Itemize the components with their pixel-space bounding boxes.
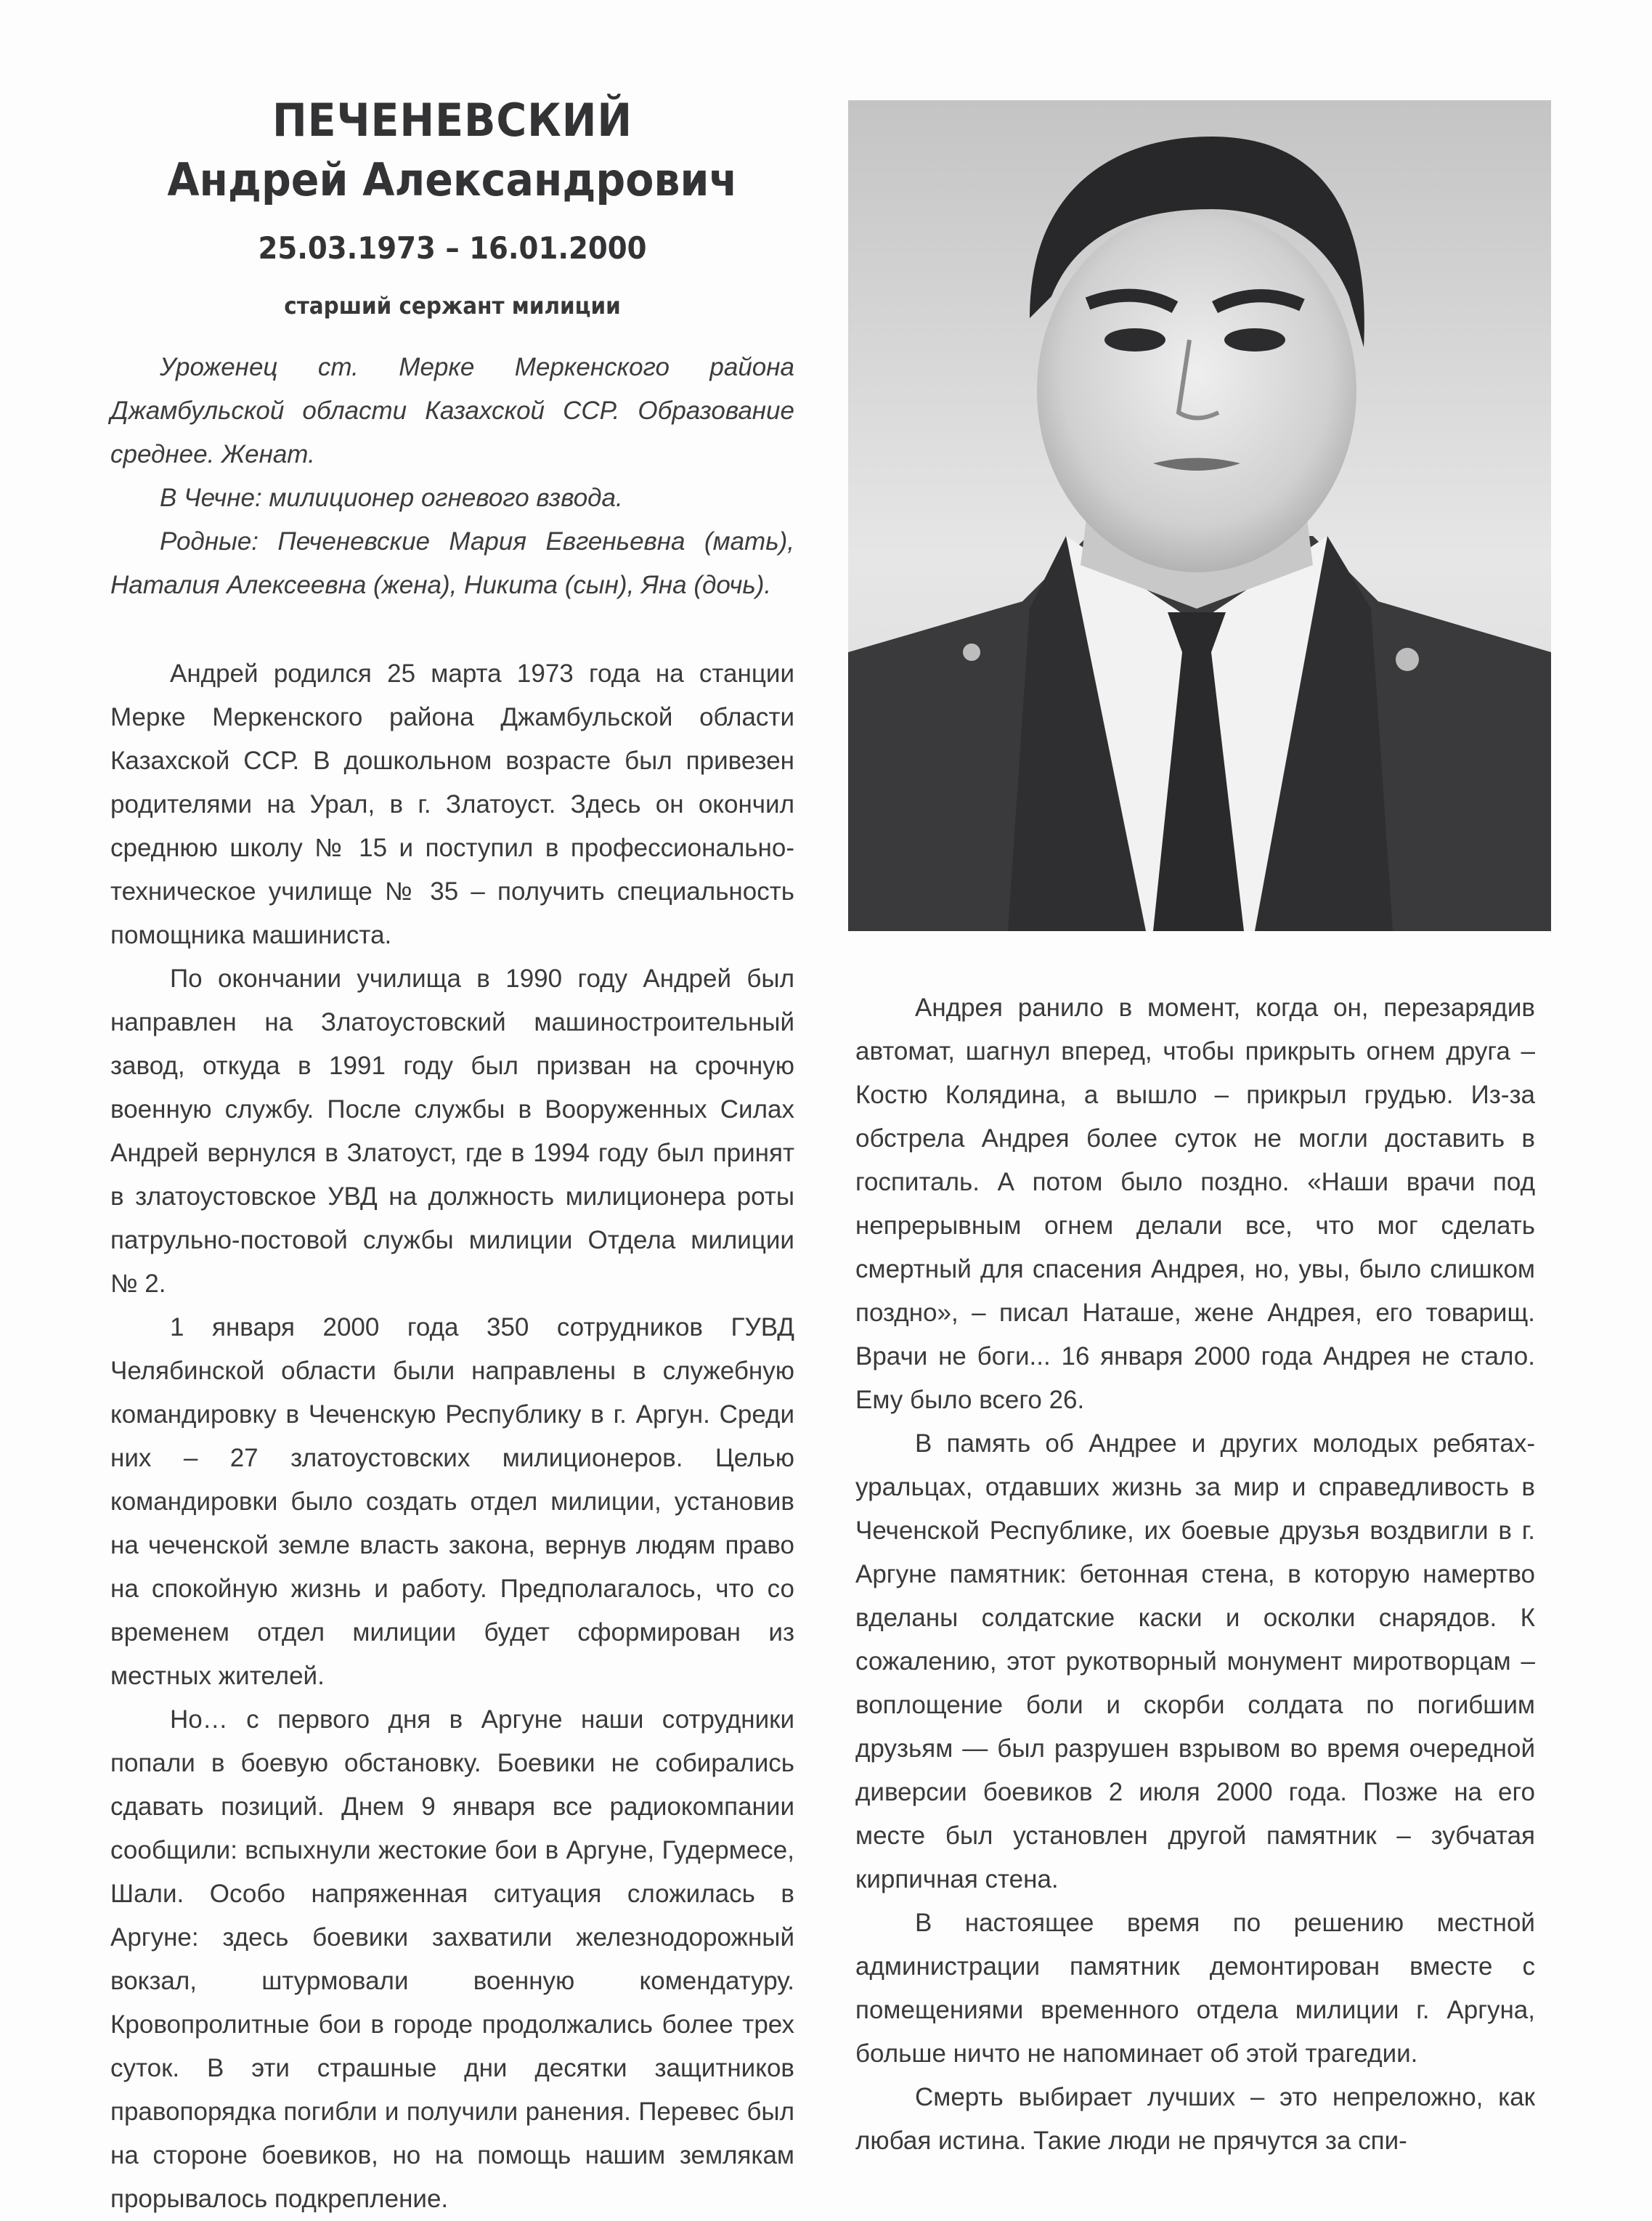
- rank-label: старший сержант милиции: [284, 292, 621, 320]
- face: [1037, 209, 1356, 572]
- story-paragraph: По окончании училища в 1990 году Андрей был направлен на Златоустовский машиностроительный завод, откуда в 1991 году был призван на срочную военную службу. После службы в Вооруженных Силах Андрей вернулся в Златоуст, где в 1994 году был принят в златоустовское УВД на должность милиционера роты патрульно-постовой службы милиции Отдела милиции № 2.: [110, 965, 794, 1298]
- story-paragraph: Смерть выбирает лучших – это непреложно, как любая истина. Такие люди не прячутся за спи-: [855, 2083, 1535, 2155]
- epaulette-button-left: [963, 643, 980, 661]
- story-paragraph: В память об Андрее и других молодых ребятах-уральцах, отдавших жизнь за мир и справедливость в Чеченской Республике, их боевые друзья воздвигли в г. Аргуне памятник: бетонная стена, в которую намертво вделаны солдатские каски и осколки снарядов. К сожалению, этот рукотворный монумент миротворцам – воплощение боли и скорби солдата по погибшим друзьям — был разрушен взрывом во время очередной диверсии боевиков 2 июля 2000 года. Позже на его месте был установлен другой памятник – зубчатая кирпичная стена.: [855, 1429, 1535, 1893]
- left-column: [110, 93, 794, 2221]
- story-paragraph: Но… с первого дня в Аргуне наши сотрудники попали в боевую обстановку. Боевики не собирались сдавать позиций. Днем 9 января все радиокомпании сообщили: вспыхнули жестокие бои в Аргуне, Гудермесе, Шали. Особо напряженная ситуация сложилась в Аргуне: здесь боевики захватили железнодорожный вокзал, штурмовали военную комендатуру. Кровопролитные бои в городе продолжались более трех суток. В эти страшные дни десятки защитников правопорядка погибли и получили ранения. Перевес был на стороне боевиков, но на помощь нашим землякам прорывалось подкрепление.: [110, 1705, 794, 2213]
- portrait-image: [848, 100, 1551, 931]
- right-column: [855, 986, 1535, 2163]
- story-paragraph: В настоящее время по решению местной администрации памятник демонтирован вместе с помещениями временного отдела милиции г. Аргуна, больше ничто не напоминает об этой трагедии.: [855, 1909, 1535, 2068]
- life-dates: 25.03.1973 – 16.01.2000: [258, 230, 647, 266]
- bio-paragraph-origin: Уроженец ст. Мерке Меркенского района Джамбульской области Казахской ССР. Образование среднее. Женат.: [110, 353, 794, 468]
- story-paragraph: Андрея ранило в момент, когда он, перезарядив автомат, шагнул вперед, чтобы прикрыть огнем друга – Костю Колядина, а вышло – прикрыл грудью. Из-за обстрела Андрея более суток не могли доставить в госпиталь. А потом было поздно. «Наши врачи под непрерывным огнем делали все, что мог сделать смертный для спасения Андрея, но, увы, было слишком поздно», – писал Наташе, жене Андрея, его товарищ. Врачи не боги... 16 января 2000 года Андрея не стало. Ему было всего 26.: [855, 994, 1535, 1414]
- full-name-heading: Андрей Александрович: [167, 153, 738, 206]
- surname-heading: ПЕЧЕНЕВСКИЙ: [272, 94, 633, 147]
- story-paragraph: Андрей родился 25 марта 1973 года на станции Мерке Меркенского района Джамбульской области Казахской ССР. В дошкольном возрасте был привезен родителями на Урал, в г. Златоуст. Здесь он окончил среднюю школу № 15 и поступил в профессионально-техническое училище № 35 – получить специальность помощника машиниста.: [110, 659, 794, 949]
- eye-left: [1104, 328, 1165, 352]
- bio-paragraph-position: В Чечне: милиционер огневого взвода.: [160, 484, 623, 512]
- eye-right: [1224, 328, 1285, 352]
- story-left: [110, 652, 794, 2221]
- portrait-photo: [848, 100, 1551, 931]
- story-paragraph: 1 января 2000 года 350 сотрудников ГУВД Челябинской области были направлены в служебную командировку в Чеченскую Республику в г. Аргун. Среди них – 27 златоустовских милиционеров. Целью командировки было создать отдел милиции, установив на чеченской земле власть закона, вернув людям право на спокойную жизнь и работу. Предполагалось, что со временем отдел милиции будет сформирован из местных жителей.: [110, 1313, 794, 1690]
- bio-block: [110, 346, 794, 607]
- epaulette-button-right: [1396, 648, 1419, 671]
- bio-paragraph-relatives: Родные: Печеневские Мария Евгеньевна (мать), Наталия Алексеевна (жена), Никита (сын), Яна (дочь).: [110, 527, 794, 599]
